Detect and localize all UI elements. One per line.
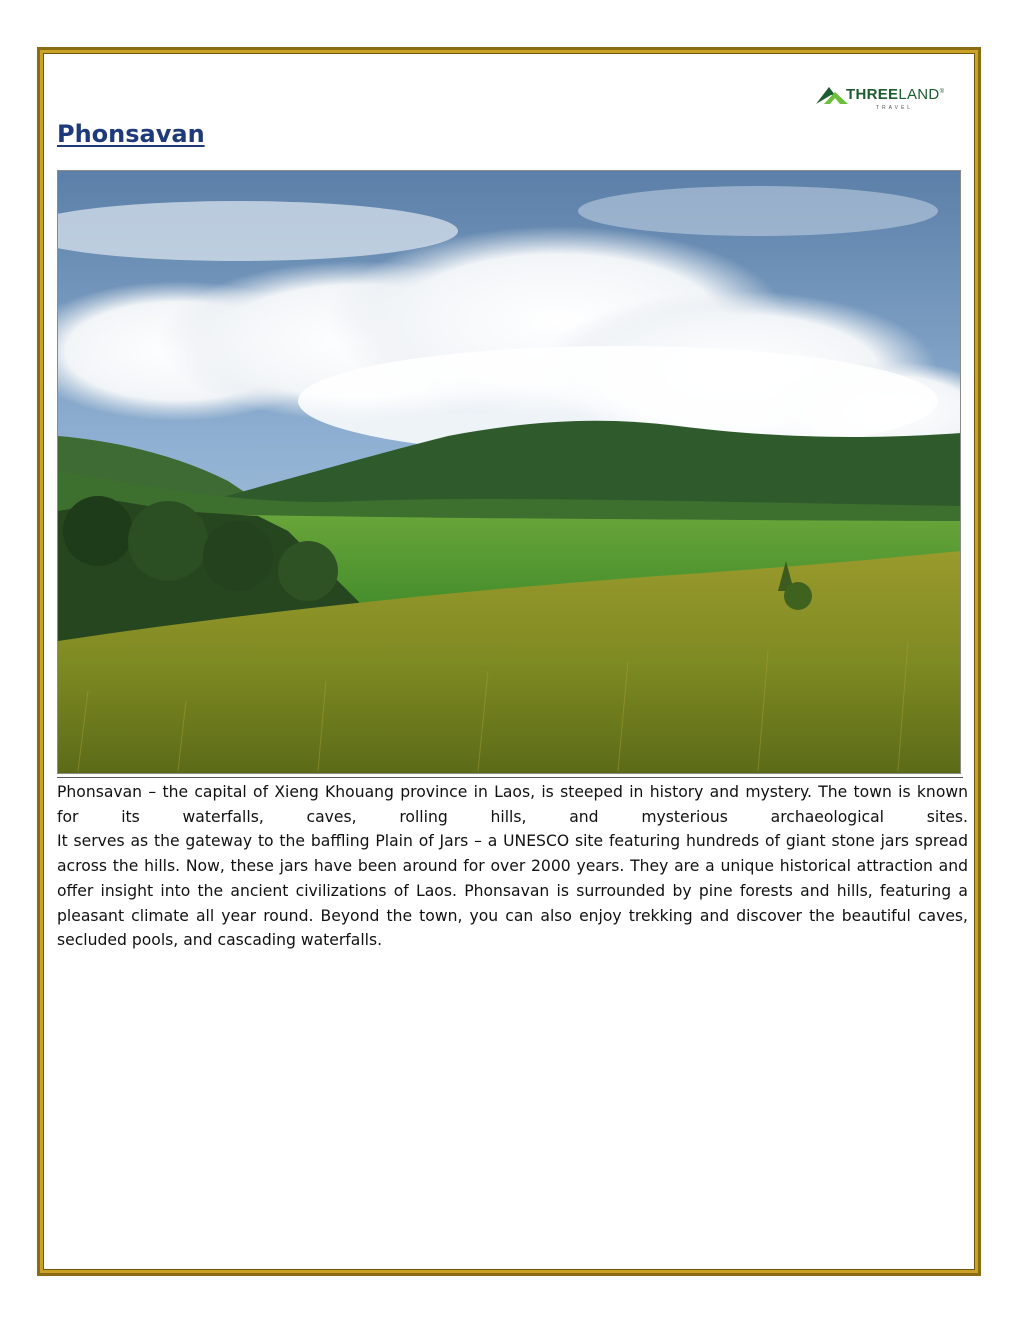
article-paragraph-2: It serves as the gateway to the baffling Plain of Jars – a UNESCO site featuring hundreds of giant stone jars spread across the hills. Now, these jars have been around for over 2000 years. They are a unique historical attraction and offer insight into the ancient civilizations of Laos. Phonsavan is surrounded by pine forests and hills, featuring a pleasant climate all year round. Beyond the town, you can also enjoy trekking and discover the beautiful caves, secluded pools, and cascading waterfalls. (57, 832, 968, 950)
brand-name (846, 86, 944, 103)
registered-mark: ® (939, 89, 945, 95)
article-paragraph-1: Phonsavan – the capital of Xieng Khouang province in Laos, is steeped in history and mystery. The town is known for its waterfalls, caves, rolling hills, and mysterious archaeological sites. (57, 783, 968, 826)
landscape-photo (57, 170, 961, 774)
brand-logo (816, 82, 956, 118)
page-title: Phonsavan (57, 120, 205, 148)
page-content (43, 53, 975, 1270)
article-body (57, 780, 968, 953)
mountain-logo-icon (816, 84, 848, 106)
brand-name-part2: LAND (898, 86, 940, 103)
landscape-photo-icon (58, 171, 961, 774)
brand-name-part1: THREE (846, 86, 899, 103)
brand-tagline: TRAVEL (876, 105, 914, 111)
page-frame (37, 47, 981, 1276)
photo-divider (57, 777, 963, 778)
